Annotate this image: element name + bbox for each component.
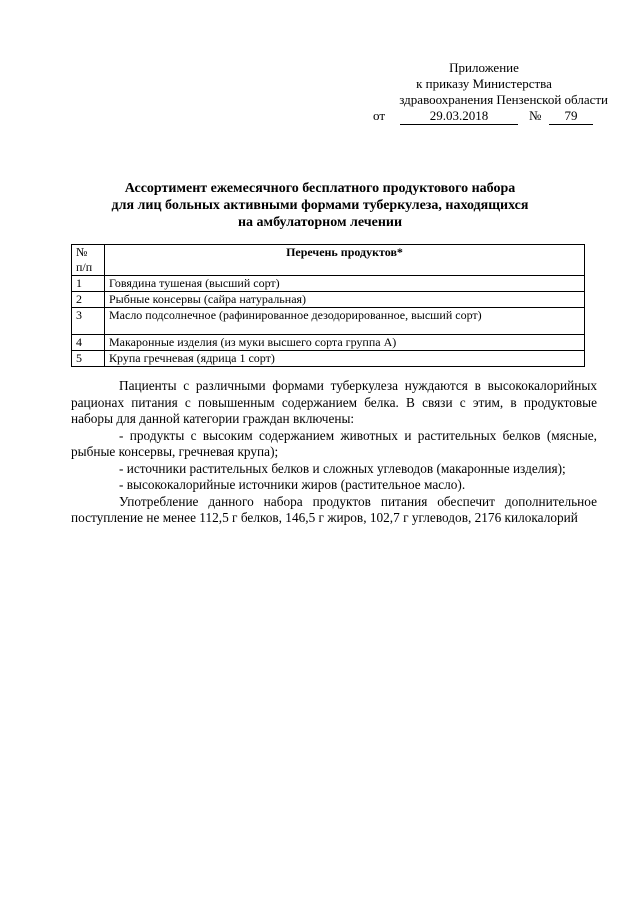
table-row xyxy=(72,351,585,367)
row-num: 3 xyxy=(72,308,105,335)
list-item-fats: - высококалорийные источники жиров (растительное масло). xyxy=(119,477,466,492)
row-num: 2 xyxy=(72,292,105,308)
paragraph-summary: Употребление данного набора продуктов питания обеспечит дополнительное поступление не менее 112,5 г белков, 146,5 г жиров, 102,7 г углеводов, 2176 килокалорий xyxy=(71,493,597,525)
list-item-proteins: - продукты с высоким содержанием животных и растительных белков (мясные, рыбные консервы, гречневая крупа); xyxy=(71,427,597,459)
col-list-header: Перечень продуктов* xyxy=(105,245,585,276)
table-row xyxy=(72,276,585,292)
title-line-2: для лиц больных активными формами туберкулеза, находящихся xyxy=(111,198,529,213)
table-row xyxy=(72,308,585,335)
list-item-carbs: - источники растительных белков и сложных углеводов (макаронные изделия); xyxy=(119,460,566,476)
row-item: Рыбные консервы (сайра натуральная) xyxy=(105,292,585,308)
col-num-header xyxy=(72,245,105,276)
appendix-label: Приложение xyxy=(449,60,519,75)
col-num-header-line2: п/п xyxy=(76,260,93,274)
order-date: 29.03.2018 xyxy=(400,108,518,125)
order-date-number xyxy=(373,108,621,126)
row-num: 4 xyxy=(72,335,105,351)
paragraph-intro: Пациенты с различными формами туберкулеза нуждаются в высококалорийных рационах питания с повышенным содержанием белка. В связи с этим, в продуктовые наборы для данной категории граждан включены: xyxy=(71,378,597,426)
table-row xyxy=(72,335,585,351)
col-num-header-line1: № xyxy=(76,245,88,259)
row-num: 5 xyxy=(72,351,105,367)
table-row xyxy=(72,292,585,308)
appendix-header xyxy=(360,60,608,108)
appendix-ministry: здравоохранения Пензенской области xyxy=(399,92,608,107)
from-label: от xyxy=(373,108,386,123)
row-item: Говядина тушеная (высший сорт) xyxy=(105,276,585,292)
row-item: Масло подсолнечное (рафинированное дезодорированное, высший сорт) xyxy=(105,308,585,335)
body-text xyxy=(71,378,597,527)
order-number: 79 xyxy=(549,108,593,125)
row-num: 1 xyxy=(72,276,105,292)
appendix-order-ref: к приказу Министерства xyxy=(416,76,552,91)
title-line-1: Ассортимент ежемесячного бесплатного продуктового набора xyxy=(124,181,516,196)
products-table xyxy=(71,244,585,367)
row-item: Крупа гречневая (ядрица 1 сорт) xyxy=(105,351,585,367)
title-line-3: на амбулаторном лечении xyxy=(237,215,403,230)
number-label: № xyxy=(529,108,542,123)
document-title xyxy=(80,180,560,231)
table-header-row xyxy=(72,245,585,276)
row-item: Макаронные изделия (из муки высшего сорта группа А) xyxy=(105,335,585,351)
